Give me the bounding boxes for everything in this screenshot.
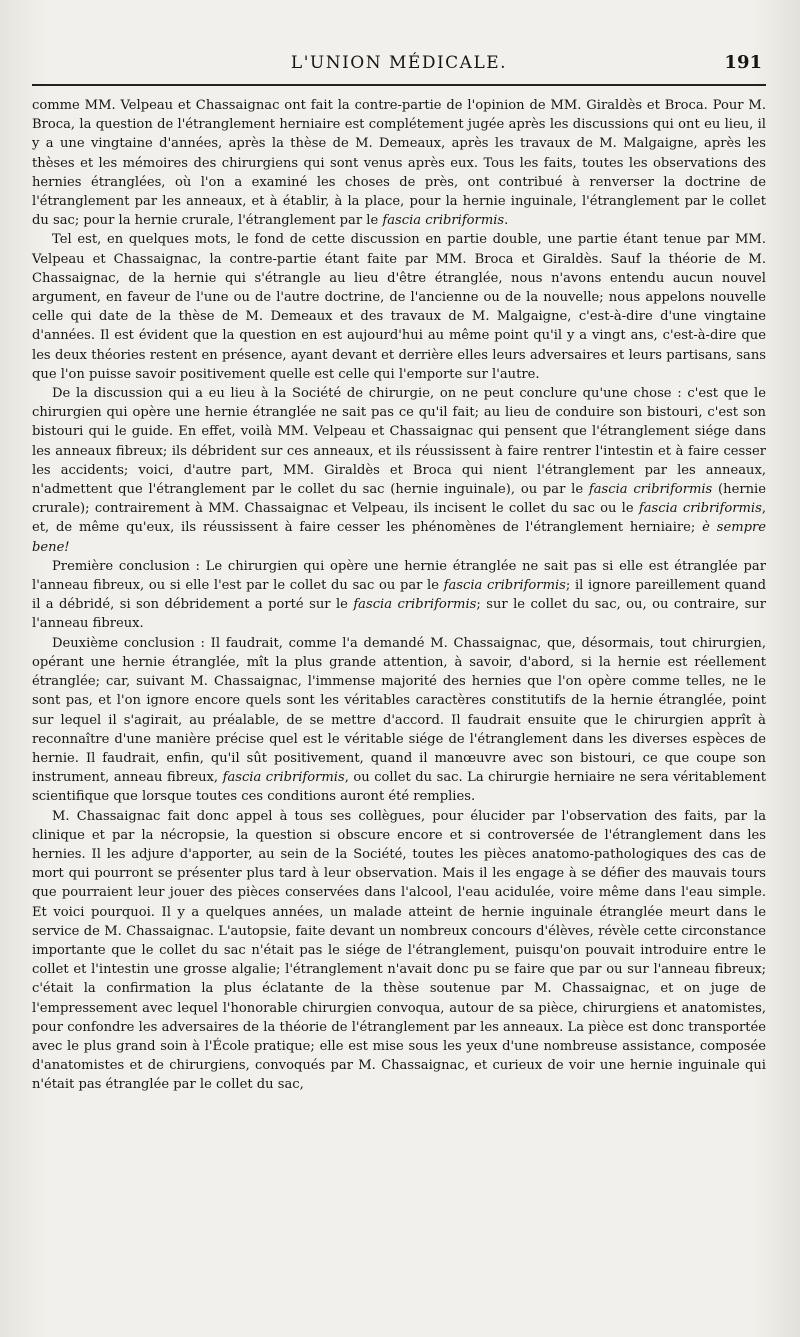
text-run: comme MM. Velpeau et Chassaignac ont fait la contre-partie de l'opinion de MM. Giraldès et Broca. Pour M. Broca, la question de l'étranglement herniaire est complétement jugée après les discussions qui ont eu lieu, il y a une vingtaine d'années, après la thèse de M. Demeaux, après les travaux de M. Malgaigne, après les thèses et les mémoires des chirurgiens qui sont venus après eux. Tous les faits, toutes les observations des hernies étranglées, où l'on a examiné les choses de près, ont contribué à renverser la doctrine de l'étranglement par les anneaux, et à établir, à la place, pour la hernie inguinale, l'étranglement par le collet du sac; pour la hernie crurale, l'étranglement par le: [32, 98, 766, 229]
text-run: Première conclusion : Le chirurgien qui opère une hernie étranglée ne sait pas si elle est étranglée par l'anneau fibreux, ou si elle l'est par le collet du sac ou par le: [32, 558, 766, 594]
running-title: L'UNION MÉDICALE.: [290, 53, 508, 73]
header-rule: [32, 84, 766, 86]
paragraph: [32, 96, 766, 230]
text-run: , et, de même qu'eux, ils réussissent à faire cesser les phénomènes de l'étranglement herniaire;: [32, 501, 766, 536]
paragraph: [32, 634, 766, 807]
paragraph: [32, 230, 766, 384]
italic-term: fascia cribriformis: [353, 597, 477, 613]
text-run: ; sur le collet du sac, ou, ou contraire, sur l'anneau fibreux.: [32, 597, 766, 632]
italic-term: fascia cribriformis: [588, 482, 713, 498]
text-run: M. Chassaignac fait donc appel à tous ses collègues, pour élucider par l'observation des faits, par la clinique et par la nécropsie, la question si obscure encore et si controversée de l'étranglement dans les hernies. Il les adjure d'apporter, au sein de la Société, toutes les pièces anatomo-pathologiques des cas de mort qui pourront se présenter plus tard à leur observation. Mais il les engage à se défier des mauvais tours que pourraient leur jouer des pièces conservées dans l'alcool, l'eau acidulée, voire même dans l'eau simple. Et voici pourquoi. Il y a quelques années, un malade atteint de hernie inguinale étranglée meurt dans le service de M. Chassaignac. L'autopsie, faite devant un nombreux concours d'élèves, révèle cette circonstance importante que le collet du sac n'était pas le siége de l'étranglement, puisqu'on pouvait introduire entre le collet et l'intestin une grosse algalie; l'étranglement n'avait donc pu se faire que par ou sur l'anneau fibreux; c'était la confirmation la plus éclatante de la thèse soutenue par M. Chassaignac, et on juge de l'empressement avec lequel l'honorable chirurgien convoqua, autour de sa pièce, chirurgiens et anatomistes, pour confondre les adversaires de la théorie de l'étranglement par les anneaux. La pièce est donc transportée avec le plus grand soin à l'École pratique; elle est mise sous les yeux d'une nombreuse assistance, composée d'anatomistes et de chirurgiens, convoqués par M. Chassaignac, et curieux de voir une hernie inguinale qui n'était pas étranglée par le collet du sac,: [32, 808, 766, 1093]
text-run: Deuxième conclusion : Il faudrait, comme l'a demandé M. Chassaignac, que, désormais, tout chirurgien, opérant une hernie étranglée, mît la plus grande attention, à savoir, d'abord, si la hernie est réellement étranglée; car, suivant M. Chassaignac, l'immense majorité des hernies que l'on opère comme telles, ne le sont pas, et l'on ignore encore quels sont les véritables caractères constitutifs de la hernie étranglée, point sur lequel il s'agirait, au préalable, de se mettre d'accord. Il faudrait ensuite que le chirurgien apprît à reconnaître d'une manière précise quel est le véritable siége de l'étranglement dans les diverses espèces de hernie. Il faudrait, enfin, qu'il sût positivement, quand il manœuvre avec son bistouri, ce que coupe son instrument, anneau fibreux,: [32, 635, 766, 786]
text-run: ; il ignore pareillement quand il a débridé, si son débridement a porté sur le: [32, 578, 766, 613]
text-run: .: [504, 213, 509, 229]
text-run: (hernie crurale); contrairement à MM. Chassaignac et Velpeau, ils incisent le collet du sac ou le: [32, 482, 766, 517]
italic-term: fascia cribriformis: [382, 213, 505, 229]
paragraph: [32, 807, 766, 1095]
page-header: [32, 46, 766, 80]
text-run: Tel est, en quelques mots, le fond de cette discussion en partie double, une partie étant tenue par MM. Velpeau et Chassaignac, la contre-partie étant faite par MM. Broca et Giraldès. Sauf la théorie de M. Chassaignac, de la hernie qui s'étrangle au lieu d'être étranglée, nous n'avons entendu aucun nouvel argument, en faveur de l'une ou de l'autre doctrine, de l'ancienne ou de la nouvelle; nous appelons nouvelle celle qui date de la thèse de M. Demeaux et des travaux de M. Malgaigne, c'est-à-dire d'une vingtaine d'années. Il est évident que la question en est aujourd'hui au même point qu'il y a vingt ans, c'est-à-dire que les deux théories restent en présence, ayant devant et derrière elles leurs adversaires et leurs partisans, sans que l'on puisse savoir positivement quelle est celle qui l'emporte sur l'autre.: [32, 232, 766, 382]
paragraph: [32, 557, 766, 634]
text-run: De la discussion qui a eu lieu à la Société de chirurgie, on ne peut conclure qu'une chose : c'est que le chirurgien qui opère une hernie étranglée ne sait pas ce qu'il fait; au lieu de conduire son bistouri, c'est son bistouri qui le guide. En effet, voilà MM. Velpeau et Chassaignac qui pensent que l'étranglement siége dans les anneaux fibreux; ils débrident sur ces anneaux, et ils réussissent à faire rentrer l'intestin et à faire cesser les accidents; voici, d'autre part, MM. Giraldès et Broca qui nient l'étranglement par les anneaux, n'admettent que l'étranglement par le collet du sac (hernie inguinale), ou par le: [32, 386, 766, 498]
italic-term: fascia cribriformis: [638, 501, 762, 517]
paragraph: [32, 384, 766, 557]
italic-term: è sempre bene!: [32, 520, 766, 555]
italic-term: fascia cribriformis: [222, 770, 345, 786]
page-number: 191: [724, 52, 762, 73]
text-run: , ou collet du sac. La chirurgie herniaire ne sera véritablement scientifique que lorsque toutes ces conditions auront été remplies.: [32, 770, 766, 805]
article-body: [32, 96, 766, 1095]
italic-term: fascia cribriformis: [443, 578, 566, 594]
